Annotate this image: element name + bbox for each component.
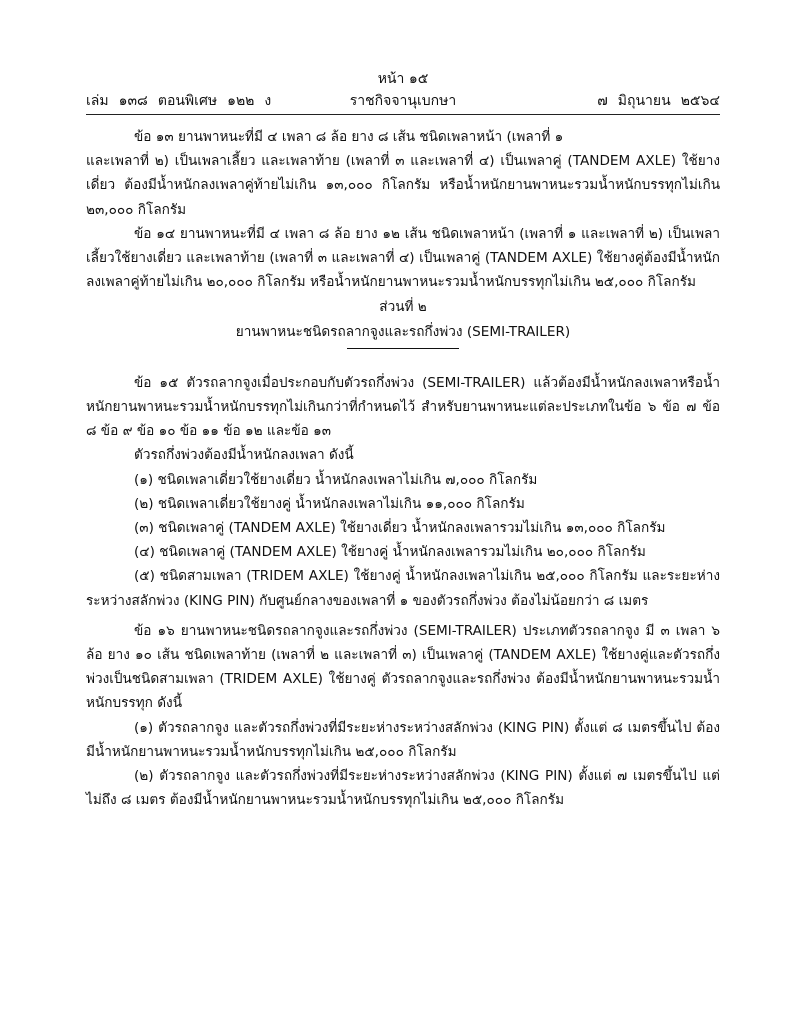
volume-number: ๑๓๘ bbox=[118, 93, 148, 109]
clause-15-item: (๓) ชนิดเพลาคู่ (TANDEM AXLE) ใช้ยางเดี่ยว น้ำหนักลงเพลารวมไม่เกิน ๑๓,๐๐๐ กิโลกรัม bbox=[134, 520, 666, 537]
clause-15-item: (๕) ชนิดสามเพลา (TRIDEM AXLE) ใช้ยางคู่ น้ำหนักลงเพลาไม่เกิน ๒๕,๐๐๐ กิโลกรัม และระยะห่างระหว่างสลักพ่วง (KING PIN) กับศูนย์กลางของเพลาที่ ๑ ของตัวรถกึ่งพ่วง ต้องไม่น้อยกว่า ๘ เมตร bbox=[86, 568, 720, 609]
clause-13-first-line: ข้อ ๑๓ ยานพาหนะที่มี ๔ เพลา ๘ ล้อ ยาง ๘ เส้น ชนิดเพลาหน้า (เพลาที่ ๑ bbox=[134, 129, 564, 145]
date-year: ๒๕๖๔ bbox=[680, 93, 720, 109]
section-letter: ง bbox=[264, 93, 272, 109]
section-divider bbox=[347, 348, 459, 349]
clause-16: ข้อ ๑๖ ยานพาหนะชนิดรถลากจูงและรถกึ่งพ่วง (SEMI-TRAILER) ประเภทตัวรถลากจูง มี ๓ เพลา ๖ ล้อ ยาง ๑๐ เส้น ชนิดเพลาท้าย (เพลาที่ ๒ และเพลาที่ ๓) เป็นเพลาคู่ (TANDEM AXLE) ใช้ยางคู่และตัวรถกึ่งพ่วงเป็นชนิดสามเพลา (TRIDEM AXLE) ใช้ยางคู่ ตัวรถลากจูงและรถกึ่งพ่วง ต้องมีน้ำหนักยานพาหนะรวมน้ำหนักบรรทุก ดังนี้ bbox=[86, 622, 720, 712]
clause-15-item: (๒) ชนิดเพลาเดี่ยวใช้ยางคู่ น้ำหนักลงเพลาไม่เกิน ๑๑,๐๐๐ กิโลกรัม bbox=[134, 495, 525, 512]
gazette-header bbox=[86, 90, 720, 115]
clause-15-intro: ตัวรถกึ่งพ่วงต้องมีน้ำหนักลงเพลา ดังนี้ bbox=[134, 447, 354, 464]
header-date bbox=[587, 90, 720, 112]
special-issue-label: ตอนพิเศษ bbox=[157, 93, 218, 109]
document-page bbox=[86, 68, 720, 812]
clause-14: ข้อ ๑๔ ยานพาหนะที่มี ๔ เพลา ๘ ล้อ ยาง ๑๒ เส้น ชนิดเพลาหน้า (เพลาที่ ๑ และเพลาที่ ๒) เป็นเพลาเลี้ยวใช้ยางเดี่ยว และเพลาท้าย (เพลาที่ ๓ และเพลาที่ ๔) เป็นเพลาคู่ (TANDEM AXLE) ใช้ยางคู่ต้องมีน้ำหนักลงเพลาคู่ท้ายไม่เกิน ๒๐,๐๐๐ กิโลกรัม หรือน้ำหนักยานพาหนะรวมน้ำหนักบรรทุกไม่เกิน ๒๕,๐๐๐ กิโลกรัม bbox=[86, 225, 720, 291]
page-number: หน้า ๑๕ bbox=[377, 71, 429, 87]
clause-15: ข้อ ๑๕ ตัวรถลากจูงเมื่อประกอบกับตัวรถกึ่งพ่วง (SEMI-TRAILER) แล้วต้องมีน้ำหนักลงเพลาหรือน้ำหนักยานพาหนะรวมน้ำหนักบรรทุกไม่เกินกว่าที่กำหนดไว้ สำหรับยานพาหนะแต่ละประเภทในข้อ ๖ ข้อ ๗ ข้อ ๘ ข้อ ๙ ข้อ ๑๐ ข้อ ๑๑ ข้อ ๑๒ และข้อ ๑๓ bbox=[86, 374, 720, 440]
section-title: ส่วนที่ ๒ bbox=[379, 299, 427, 316]
gazette-name: ราชกิจจานุเบกษา bbox=[349, 93, 457, 109]
clause-15-item: (๑) ชนิดเพลาเดี่ยวใช้ยางเดี่ยว น้ำหนักลงเพลาไม่เกิน ๗,๐๐๐ กิโลกรัม bbox=[134, 471, 538, 488]
volume-label: เล่ม bbox=[86, 93, 109, 109]
section-subtitle: ยานพาหนะชนิดรถลากจูงและรถกึ่งพ่วง (SEMI-TRAILER) bbox=[235, 323, 571, 340]
clause-16-item: (๑) ตัวรถลากจูง และตัวรถกึ่งพ่วงที่มีระยะห่างระหว่างสลักพ่วง (KING PIN) ตั้งแต่ ๘ เมตรขึ้นไป ต้องมีน้ำหนักยานพาหนะรวมน้ำหนักบรรทุกไม่เกิน ๒๕,๐๐๐ กิโลกรัม bbox=[86, 719, 720, 760]
date-month: มิถุนายน bbox=[617, 93, 671, 109]
date-day: ๗ bbox=[597, 93, 608, 109]
issue-number: ๑๒๒ bbox=[227, 93, 255, 109]
clause-16-item: (๒) ตัวรถลากจูง และตัวรถกึ่งพ่วงที่มีระยะห่างระหว่างสลักพ่วง (KING PIN) ตั้งแต่ ๗ เมตรขึ้นไป แต่ไม่ถึง ๘ เมตร ต้องมีน้ำหนักยานพาหนะรวมน้ำหนักบรรทุกไม่เกิน ๒๕,๐๐๐ กิโลกรัม bbox=[86, 768, 720, 809]
header-left bbox=[86, 90, 281, 112]
clause-15-item: (๔) ชนิดเพลาคู่ (TANDEM AXLE) ใช้ยางคู่ น้ำหนักลงเพลารวมไม่เกิน ๒๐,๐๐๐ กิโลกรัม bbox=[134, 544, 646, 561]
clause-13-body: และเพลาที่ ๒) เป็นเพลาเลี้ยว และเพลาท้าย (เพลาที่ ๓ และเพลาที่ ๔) เป็นเพลาคู่ (TANDEM AXLE) ใช้ยางเดี่ยว ต้องมีน้ำหนักลงเพลาคู่ท้ายไม่เกิน ๑๓,๐๐๐ กิโลกรัม หรือน้ำหนักยานพาหนะรวมน้ำหนักบรรทุกไม่เกิน ๒๓,๐๐๐ กิโลกรัม bbox=[86, 153, 720, 218]
